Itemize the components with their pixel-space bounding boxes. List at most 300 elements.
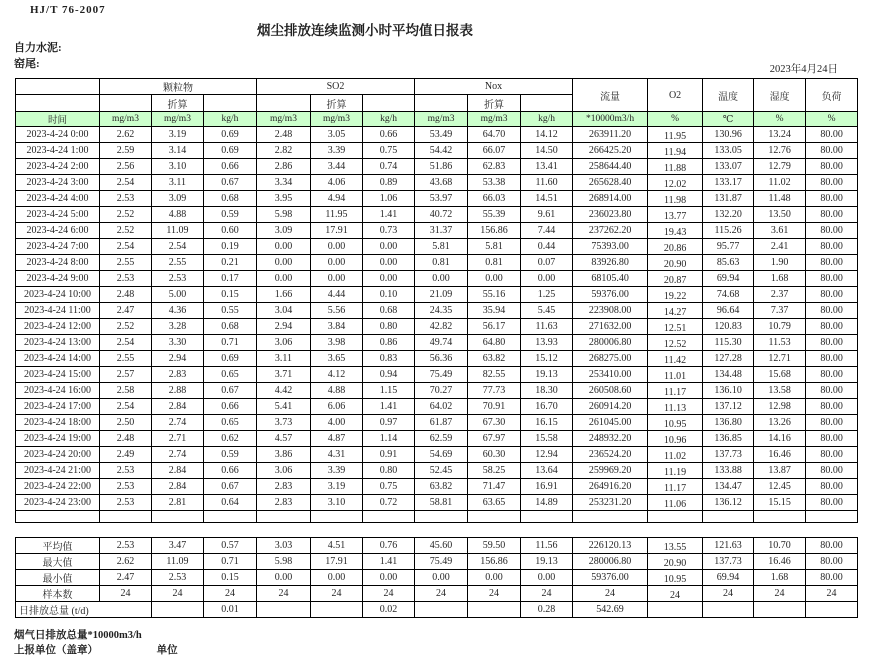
summary-table [15, 537, 858, 618]
value-cell: 0.66 [363, 127, 415, 143]
value-cell: 35.94 [468, 303, 521, 319]
summary-value-cell: 4.51 [311, 538, 363, 554]
value-cell: 2.53 [100, 463, 152, 479]
value-cell: 1.90 [754, 255, 806, 271]
value-cell: 1.41 [363, 399, 415, 415]
summary-value-cell: 24 [521, 586, 573, 602]
value-cell: 0.68 [204, 319, 257, 335]
summary-value-cell: 45.60 [415, 538, 468, 554]
value-cell: 3.19 [152, 127, 204, 143]
value-cell: 0.00 [257, 239, 311, 255]
value-cell: 0.89 [363, 175, 415, 191]
value-cell: 66.03 [468, 191, 521, 207]
table-row [16, 351, 858, 367]
value-cell: 96.64 [703, 303, 754, 319]
report-date: 2023年4月24日 [769, 64, 838, 75]
value-cell: 0.75 [363, 143, 415, 159]
summary-value-cell: 542.69 [573, 602, 648, 618]
summary-value-cell: 80.00 [806, 538, 858, 554]
value-cell: 80.00 [806, 367, 858, 383]
value-cell: 248932.20 [573, 431, 648, 447]
company-label: 自力水泥: [14, 42, 62, 54]
value-cell: 75393.00 [573, 239, 648, 255]
value-cell: 261045.00 [573, 415, 648, 431]
value-cell: 80.00 [806, 479, 858, 495]
value-cell: 80.00 [806, 495, 858, 511]
value-cell: 5.00 [152, 287, 204, 303]
summary-value-cell: 24 [415, 586, 468, 602]
value-cell: 0.00 [363, 255, 415, 271]
value-cell: 2.48 [257, 127, 311, 143]
summary-row [16, 586, 858, 602]
value-cell: 58.25 [468, 463, 521, 479]
summary-value-cell: 59376.00 [573, 570, 648, 586]
value-cell: 11.94 [648, 143, 703, 159]
value-cell: 4.87 [311, 431, 363, 447]
empty-cell [521, 511, 573, 523]
value-cell: 20.86 [648, 239, 703, 255]
value-cell: 2.54 [152, 239, 204, 255]
value-cell: 5.81 [468, 239, 521, 255]
summary-label-cell: 平均值 [16, 538, 100, 554]
table-row [16, 399, 858, 415]
value-cell: 12.76 [754, 143, 806, 159]
value-cell: 10.79 [754, 319, 806, 335]
value-cell: 15.58 [521, 431, 573, 447]
summary-value-cell [648, 602, 703, 618]
value-cell: 0.00 [311, 255, 363, 271]
value-cell: 5.56 [311, 303, 363, 319]
value-cell: 12.98 [754, 399, 806, 415]
summary-value-cell: 16.46 [754, 554, 806, 570]
value-cell: 132.20 [703, 207, 754, 223]
value-cell: 80.00 [806, 383, 858, 399]
table-row [16, 191, 858, 207]
empty-cell [573, 511, 648, 523]
unit-cell: mg/m3 [152, 112, 204, 127]
value-cell: 0.75 [363, 479, 415, 495]
value-cell: 70.91 [468, 399, 521, 415]
time-cell: 2023-4-24 1:00 [16, 143, 100, 159]
value-cell: 0.00 [311, 239, 363, 255]
value-cell: 2.83 [257, 495, 311, 511]
value-cell: 67.30 [468, 415, 521, 431]
value-cell: 133.88 [703, 463, 754, 479]
value-cell: 2.54 [100, 175, 152, 191]
summary-value-cell: 0.02 [363, 602, 415, 618]
value-cell: 20.87 [648, 271, 703, 287]
summary-value-cell [754, 602, 806, 618]
summary-value-cell [415, 602, 468, 618]
value-cell: 80.00 [806, 431, 858, 447]
value-cell: 14.89 [521, 495, 573, 511]
value-cell: 83926.80 [573, 255, 648, 271]
value-cell: 13.41 [521, 159, 573, 175]
value-cell: 120.83 [703, 319, 754, 335]
value-cell: 3.09 [257, 223, 311, 239]
value-cell: 19.13 [521, 367, 573, 383]
col-header-humidity: 湿度 [754, 79, 806, 112]
value-cell: 2.53 [100, 191, 152, 207]
value-cell: 4.88 [152, 207, 204, 223]
value-cell: 13.77 [648, 207, 703, 223]
value-cell: 0.67 [204, 479, 257, 495]
value-cell: 1.15 [363, 383, 415, 399]
value-cell: 56.36 [415, 351, 468, 367]
value-cell: 3.30 [152, 335, 204, 351]
summary-value-cell: 1.68 [754, 570, 806, 586]
summary-value-cell [703, 602, 754, 618]
page-title: 烟尘排放连续监测小时平均值日报表 [257, 23, 473, 38]
value-cell: 16.46 [754, 447, 806, 463]
value-cell: 10.96 [648, 431, 703, 447]
value-cell: 11.02 [648, 447, 703, 463]
value-cell: 3.39 [311, 143, 363, 159]
value-cell: 0.60 [204, 223, 257, 239]
value-cell: 14.12 [521, 127, 573, 143]
value-cell: 1.25 [521, 287, 573, 303]
value-cell: 0.00 [521, 271, 573, 287]
value-cell: 13.50 [754, 207, 806, 223]
summary-value-cell: 10.95 [648, 570, 703, 586]
value-cell: 77.73 [468, 383, 521, 399]
value-cell: 19.43 [648, 223, 703, 239]
unit-cell: % [754, 112, 806, 127]
value-cell: 80.00 [806, 303, 858, 319]
table-row [16, 159, 858, 175]
col-header-flow: 流量 [573, 79, 648, 112]
time-cell: 2023-4-24 16:00 [16, 383, 100, 399]
table-row [16, 143, 858, 159]
value-cell: 4.06 [311, 175, 363, 191]
value-cell: 80.00 [806, 207, 858, 223]
value-cell: 3.06 [257, 335, 311, 351]
value-cell: 19.22 [648, 287, 703, 303]
value-cell: 0.00 [311, 271, 363, 287]
value-cell: 260508.60 [573, 383, 648, 399]
value-cell: 14.16 [754, 431, 806, 447]
value-cell: 2.55 [100, 351, 152, 367]
col-header-o2: O2 [648, 79, 703, 112]
summary-value-cell: 0.15 [204, 570, 257, 586]
value-cell: 0.55 [204, 303, 257, 319]
value-cell: 80.00 [806, 399, 858, 415]
value-cell: 13.24 [754, 127, 806, 143]
value-cell: 2.54 [100, 399, 152, 415]
value-cell: 64.80 [468, 335, 521, 351]
time-cell: 2023-4-24 2:00 [16, 159, 100, 175]
value-cell: 0.80 [363, 319, 415, 335]
table-row [16, 335, 858, 351]
value-cell: 0.00 [363, 271, 415, 287]
value-cell: 2.53 [152, 271, 204, 287]
value-cell: 0.00 [415, 271, 468, 287]
value-cell: 5.41 [257, 399, 311, 415]
unit-cell: kg/h [363, 112, 415, 127]
unit-cell: mg/m3 [468, 112, 521, 127]
value-cell: 2.47 [100, 303, 152, 319]
table-row [16, 447, 858, 463]
value-cell: 3.05 [311, 127, 363, 143]
value-cell: 3.84 [311, 319, 363, 335]
converted-label-nox: 折算 [468, 95, 521, 112]
table-row [16, 463, 858, 479]
value-cell: 4.12 [311, 367, 363, 383]
value-cell: 49.74 [415, 335, 468, 351]
value-cell: 5.98 [257, 207, 311, 223]
col-header-load: 负荷 [806, 79, 858, 112]
value-cell: 3.39 [311, 463, 363, 479]
value-cell: 4.42 [257, 383, 311, 399]
time-cell: 2023-4-24 5:00 [16, 207, 100, 223]
value-cell: 80.00 [806, 159, 858, 175]
value-cell: 13.26 [754, 415, 806, 431]
summary-value-cell: 80.00 [806, 570, 858, 586]
summary-label-cell: 日排放总量 (t/d) [16, 602, 152, 618]
value-cell: 2.52 [100, 207, 152, 223]
summary-value-cell: 24 [100, 586, 152, 602]
value-cell: 80.00 [806, 143, 858, 159]
value-cell: 133.17 [703, 175, 754, 191]
value-cell: 11.19 [648, 463, 703, 479]
value-cell: 2.50 [100, 415, 152, 431]
value-cell: 4.94 [311, 191, 363, 207]
value-cell: 3.19 [311, 479, 363, 495]
time-cell: 2023-4-24 3:00 [16, 175, 100, 191]
value-cell: 80.00 [806, 415, 858, 431]
value-cell: 80.00 [806, 191, 858, 207]
time-cell: 2023-4-24 15:00 [16, 367, 100, 383]
value-cell: 11.01 [648, 367, 703, 383]
value-cell: 11.95 [311, 207, 363, 223]
value-cell: 223908.00 [573, 303, 648, 319]
value-cell: 268275.00 [573, 351, 648, 367]
value-cell: 80.00 [806, 223, 858, 239]
value-cell: 80.00 [806, 287, 858, 303]
table-row [16, 287, 858, 303]
unit-cell: % [648, 112, 703, 127]
value-cell: 54.42 [415, 143, 468, 159]
summary-value-cell [152, 602, 204, 618]
value-cell: 3.65 [311, 351, 363, 367]
value-cell: 2.94 [152, 351, 204, 367]
value-cell: 80.00 [806, 271, 858, 287]
value-cell: 75.49 [415, 367, 468, 383]
value-cell: 127.28 [703, 351, 754, 367]
value-cell: 12.02 [648, 175, 703, 191]
value-cell: 0.66 [204, 463, 257, 479]
summary-value-cell: 20.90 [648, 554, 703, 570]
table-row [16, 127, 858, 143]
summary-value-cell: 0.00 [521, 570, 573, 586]
value-cell: 11.13 [648, 399, 703, 415]
value-cell: 6.06 [311, 399, 363, 415]
value-cell: 80.00 [806, 463, 858, 479]
value-cell: 0.00 [257, 255, 311, 271]
summary-value-cell: 0.76 [363, 538, 415, 554]
value-cell: 136.85 [703, 431, 754, 447]
value-cell: 82.55 [468, 367, 521, 383]
value-cell: 60.30 [468, 447, 521, 463]
value-cell: 11.17 [648, 479, 703, 495]
value-cell: 2.56 [100, 159, 152, 175]
value-cell: 0.19 [204, 239, 257, 255]
value-cell: 2.57 [100, 367, 152, 383]
summary-value-cell: 13.55 [648, 538, 703, 554]
value-cell: 0.21 [204, 255, 257, 271]
value-cell: 3.44 [311, 159, 363, 175]
value-cell: 236023.80 [573, 207, 648, 223]
value-cell: 54.69 [415, 447, 468, 463]
value-cell: 12.79 [754, 159, 806, 175]
value-cell: 2.54 [100, 335, 152, 351]
empty-cell [415, 95, 468, 112]
value-cell: 20.90 [648, 255, 703, 271]
value-cell: 2.55 [152, 255, 204, 271]
value-cell: 0.80 [363, 463, 415, 479]
summary-value-cell: 24 [703, 586, 754, 602]
value-cell: 115.30 [703, 335, 754, 351]
summary-value-cell: 1.41 [363, 554, 415, 570]
value-cell: 80.00 [806, 447, 858, 463]
summary-value-cell: 0.00 [257, 570, 311, 586]
value-cell: 2.83 [257, 479, 311, 495]
value-cell: 69.94 [703, 271, 754, 287]
time-cell: 2023-4-24 20:00 [16, 447, 100, 463]
summary-value-cell: 10.70 [754, 538, 806, 554]
value-cell: 11.06 [648, 495, 703, 511]
value-cell: 80.00 [806, 175, 858, 191]
value-cell: 16.70 [521, 399, 573, 415]
value-cell: 0.59 [204, 207, 257, 223]
value-cell: 4.44 [311, 287, 363, 303]
table-row [16, 479, 858, 495]
empty-cell [703, 511, 754, 523]
value-cell: 2.49 [100, 447, 152, 463]
time-cell: 2023-4-24 14:00 [16, 351, 100, 367]
time-cell: 2023-4-24 0:00 [16, 127, 100, 143]
value-cell: 11.17 [648, 383, 703, 399]
value-cell: 31.37 [415, 223, 468, 239]
value-cell: 0.62 [204, 431, 257, 447]
value-cell: 2.83 [152, 367, 204, 383]
value-cell: 80.00 [806, 127, 858, 143]
value-cell: 0.00 [468, 271, 521, 287]
value-cell: 0.00 [257, 271, 311, 287]
summary-value-cell: 0.57 [204, 538, 257, 554]
blank-row [16, 511, 858, 523]
value-cell: 64.02 [415, 399, 468, 415]
summary-value-cell: 280006.80 [573, 554, 648, 570]
value-cell: 3.04 [257, 303, 311, 319]
value-cell: 58.81 [415, 495, 468, 511]
empty-cell [16, 511, 100, 523]
value-cell: 3.95 [257, 191, 311, 207]
summary-value-cell: 0.00 [363, 570, 415, 586]
value-cell: 12.51 [648, 319, 703, 335]
value-cell: 2.71 [152, 431, 204, 447]
value-cell: 55.16 [468, 287, 521, 303]
table-row [16, 207, 858, 223]
value-cell: 0.65 [204, 367, 257, 383]
summary-value-cell: 2.53 [100, 538, 152, 554]
summary-value-cell: 0.01 [204, 602, 257, 618]
value-cell: 264916.20 [573, 479, 648, 495]
value-cell: 0.74 [363, 159, 415, 175]
summary-value-cell: 75.49 [415, 554, 468, 570]
summary-value-cell: 24 [257, 586, 311, 602]
value-cell: 11.98 [648, 191, 703, 207]
value-cell: 137.73 [703, 447, 754, 463]
value-cell: 260914.20 [573, 399, 648, 415]
table-row [16, 431, 858, 447]
value-cell: 265628.40 [573, 175, 648, 191]
value-cell: 136.80 [703, 415, 754, 431]
value-cell: 134.47 [703, 479, 754, 495]
value-cell: 3.86 [257, 447, 311, 463]
summary-value-cell: 24 [204, 586, 257, 602]
value-cell: 0.66 [204, 399, 257, 415]
summary-value-cell: 156.86 [468, 554, 521, 570]
value-cell: 0.81 [415, 255, 468, 271]
summary-value-cell: 0.00 [415, 570, 468, 586]
value-cell: 0.86 [363, 335, 415, 351]
value-cell: 66.07 [468, 143, 521, 159]
value-cell: 0.68 [363, 303, 415, 319]
value-cell: 3.09 [152, 191, 204, 207]
summary-value-cell: 3.03 [257, 538, 311, 554]
converted-label-particulate: 折算 [152, 95, 204, 112]
value-cell: 0.73 [363, 223, 415, 239]
value-cell: 253231.20 [573, 495, 648, 511]
unit-cell: kg/h [204, 112, 257, 127]
value-cell: 3.28 [152, 319, 204, 335]
group-header-so2: SO2 [257, 79, 415, 95]
time-cell: 2023-4-24 12:00 [16, 319, 100, 335]
units-header-row [16, 112, 858, 127]
unit-cell: ℃ [703, 112, 754, 127]
value-cell: 40.72 [415, 207, 468, 223]
value-cell: 134.48 [703, 367, 754, 383]
unit-cell: mg/m3 [311, 112, 363, 127]
time-cell: 2023-4-24 11:00 [16, 303, 100, 319]
value-cell: 13.64 [521, 463, 573, 479]
empty-cell [806, 511, 858, 523]
site-label: 窑尾: [14, 58, 40, 70]
value-cell: 0.67 [204, 383, 257, 399]
value-cell: 0.94 [363, 367, 415, 383]
value-cell: 80.00 [806, 335, 858, 351]
unit-cell: kg/h [521, 112, 573, 127]
value-cell: 62.83 [468, 159, 521, 175]
summary-value-cell: 5.98 [257, 554, 311, 570]
table-row [16, 223, 858, 239]
value-cell: 0.59 [204, 447, 257, 463]
value-cell: 11.53 [754, 335, 806, 351]
summary-value-cell: 17.91 [311, 554, 363, 570]
value-cell: 85.63 [703, 255, 754, 271]
empty-cell [648, 511, 703, 523]
value-cell: 1.66 [257, 287, 311, 303]
summary-value-cell: 24 [754, 586, 806, 602]
time-cell: 2023-4-24 7:00 [16, 239, 100, 255]
value-cell: 3.71 [257, 367, 311, 383]
empty-cell [415, 511, 468, 523]
value-cell: 2.82 [257, 143, 311, 159]
value-cell: 3.10 [311, 495, 363, 511]
empty-cell [100, 511, 152, 523]
time-cell: 2023-4-24 8:00 [16, 255, 100, 271]
